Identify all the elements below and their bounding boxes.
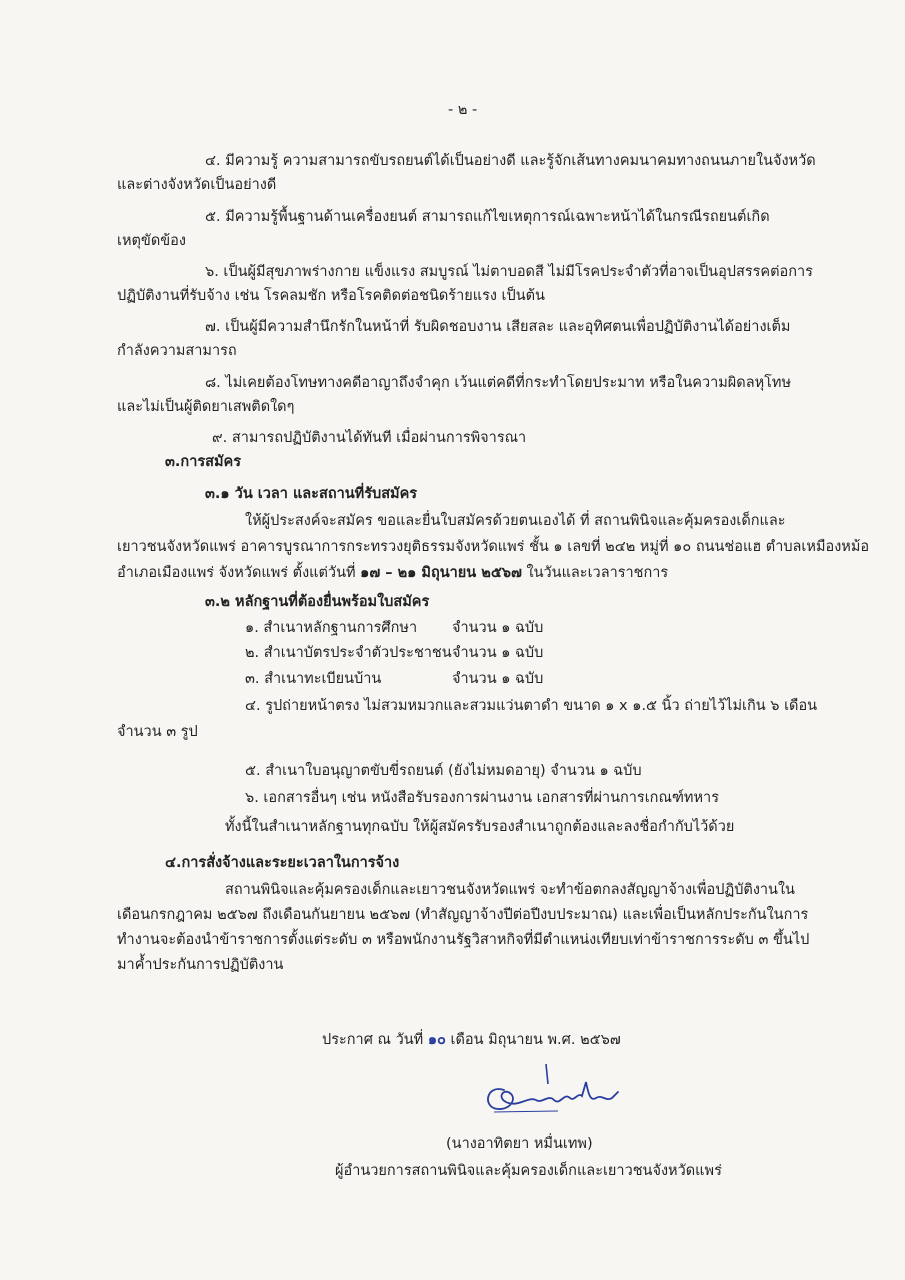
qualification-7-line1: ๗. เป็นผู้มีความสำนึกรักในหน้าที่ รับผิดชอบงาน เสียสละ และอุทิศตนเพื่อปฏิบัติงานได้อย่างเต็ม: [205, 319, 791, 335]
section-4-line3: ทำงานจะต้องนำข้าราชการตั้งแต่ระดับ ๓ หรือพนักงานรัฐวิสาหกิจที่มีตำแหน่งเทียบเท่าข้าราชการระดับ ๓ ขึ้นไป: [117, 932, 810, 948]
document-item-1: ๑. สำเนาหลักฐานการศึกษา: [245, 620, 418, 636]
section-4-line1: สถานพินิจและคุ้มครองเด็กและเยาวชนจังหวัดแพร่ จะทำข้อตกลงสัญญาจ้างเพื่อปฏิบัติงานใน: [225, 882, 795, 898]
qualification-8-line1: ๘. ไม่เคยต้องโทษทางคดีอาญาถึงจำคุก เว้นแต่คดีที่กระทำโดยประมาท หรือในความผิดลหุโทษ: [205, 375, 792, 391]
section-4-line2: เดือนกรกฎาคม ๒๕๖๗ ถึงเดือนกันยายน ๒๕๖๗ (ทำสัญญาจ้างปีต่อปีงบประมาณ) และเพื่อเป็นหลักประกันในการ: [117, 907, 809, 923]
section-4-heading: ๔.การสั่งจ้างและระยะเวลาในการจ้าง: [165, 855, 400, 871]
qualification-6-line1: ๖. เป็นผู้มีสุขภาพร่างกาย แข็งแรง สมบูรณ์ ไม่ตาบอดสี ไม่มีโรคประจำตัวที่อาจเป็นอุปสรรคต่อการ: [205, 264, 813, 280]
document-item-5: ๕. สำเนาใบอนุญาตขับขี่รถยนต์ (ยังไม่หมดอายุ) จำนวน ๑ ฉบับ: [245, 763, 642, 779]
dates-prefix: อำเภอเมืองแพร่ จังหวัดแพร่ ตั้งแต่วันที่: [117, 565, 361, 581]
document-item-1-qty: จำนวน ๑ ฉบับ: [452, 620, 544, 636]
section-3-1-heading: ๓.๑ วัน เวลา และสถานที่รับสมัคร: [205, 486, 418, 502]
section-3-1-line2: เยาวชนจังหวัดแพร่ อาคารบูรณาการกระทรวงยุติธรรมจังหวัดแพร่ ชั้น ๑ เลขที่ ๒๔๒ หมู่ที่ ๑๐ ถนนช่อแฮ ตำบลเหมืองหม้อ: [117, 539, 870, 555]
certification-note: ทั้งนี้ในสำเนาหลักฐานทุกฉบับ ให้ผู้สมัครรับรองสำเนาถูกต้องและลงชื่อกำกับไว้ด้วย: [225, 819, 735, 835]
announcement-prefix: ประกาศ ณ วันที่: [322, 1032, 428, 1048]
announcement-suffix: เดือน มิถุนายน พ.ศ. ๒๕๖๗: [445, 1032, 621, 1048]
qualification-9: ๙. สามารถปฏิบัติงานได้ทันที เมื่อผ่านการพิจารณา: [212, 430, 527, 446]
qualification-4-line1: ๔. มีความรู้ ความสามารถขับรถยนต์ได้เป็นอย่างดี และรู้จักเส้นทางคมนาคมทางถนนภายในจังหวัด: [205, 153, 816, 169]
qualification-4-line2: และต่างจังหวัดเป็นอย่างดี: [117, 177, 277, 193]
document-item-4-line1: ๔. รูปถ่ายหน้าตรง ไม่สวมหมวกและสวมแว่นตาดำ ขนาด ๑ x ๑.๕ นิ้ว ถ่ายไว้ไม่เกิน ๖ เดือน: [245, 698, 818, 714]
qualification-5-line2: เหตุขัดข้อง: [117, 233, 186, 249]
dates-suffix: ในวันและเวลาราชการ: [521, 565, 669, 581]
announcement-date: [322, 1030, 621, 1050]
application-dates: ๑๗ – ๒๑ มิถุนายน ๒๕๖๗: [360, 565, 522, 581]
document-item-3: ๓. สำเนาทะเบียนบ้าน: [245, 671, 382, 687]
handwritten-signature: [478, 1062, 628, 1122]
document-item-6: ๖. เอกสารอื่นๆ เช่น หนังสือรับรองการผ่านงาน เอกสารที่ผ่านการเกณฑ์ทหาร: [245, 790, 719, 806]
document-item-4-line2: จำนวน ๓ รูป: [117, 724, 198, 740]
section-3-2-heading: ๓.๒ หลักฐานที่ต้องยื่นพร้อมใบสมัคร: [205, 594, 430, 610]
section-3-1-line3: [117, 563, 668, 583]
page-number: - ๒ -: [448, 102, 478, 118]
signatory-position: ผู้อำนวยการสถานพินิจและคุ้มครองเด็กและเยาวชนจังหวัดแพร่: [335, 1163, 722, 1179]
qualification-8-line2: และไม่เป็นผู้ติดยาเสพติดใดๆ: [117, 399, 295, 415]
section-3-heading: ๓.การสมัคร: [165, 454, 242, 470]
document-item-2-qty: จำนวน ๑ ฉบับ: [452, 645, 544, 661]
announcement-day: ๑๐: [427, 1032, 446, 1048]
signatory-name: (นางอาทิตยา หมื่นเทพ): [446, 1136, 593, 1152]
qualification-7-line2: กำลังความสามารถ: [117, 343, 237, 359]
section-3-1-line1: ให้ผู้ประสงค์จะสมัคร ขอและยื่นใบสมัครด้วยตนเองได้ ที่ สถานพินิจและคุ้มครองเด็กและ: [245, 513, 786, 529]
document-item-2: ๒. สำเนาบัตรประจำตัวประชาชน: [245, 645, 452, 661]
qualification-5-line1: ๕. มีความรู้พื้นฐานด้านเครื่องยนต์ สามารถแก้ไขเหตุการณ์เฉพาะหน้าได้ในกรณีรถยนต์เกิด: [205, 209, 770, 225]
qualification-6-line2: ปฏิบัติงานที่รับจ้าง เช่น โรคลมชัก หรือโรคติดต่อชนิดร้ายแรง เป็นต้น: [117, 288, 545, 304]
section-4-line4: มาค้ำประกันการปฏิบัติงาน: [117, 957, 284, 973]
document-item-3-qty: จำนวน ๑ ฉบับ: [452, 671, 544, 687]
